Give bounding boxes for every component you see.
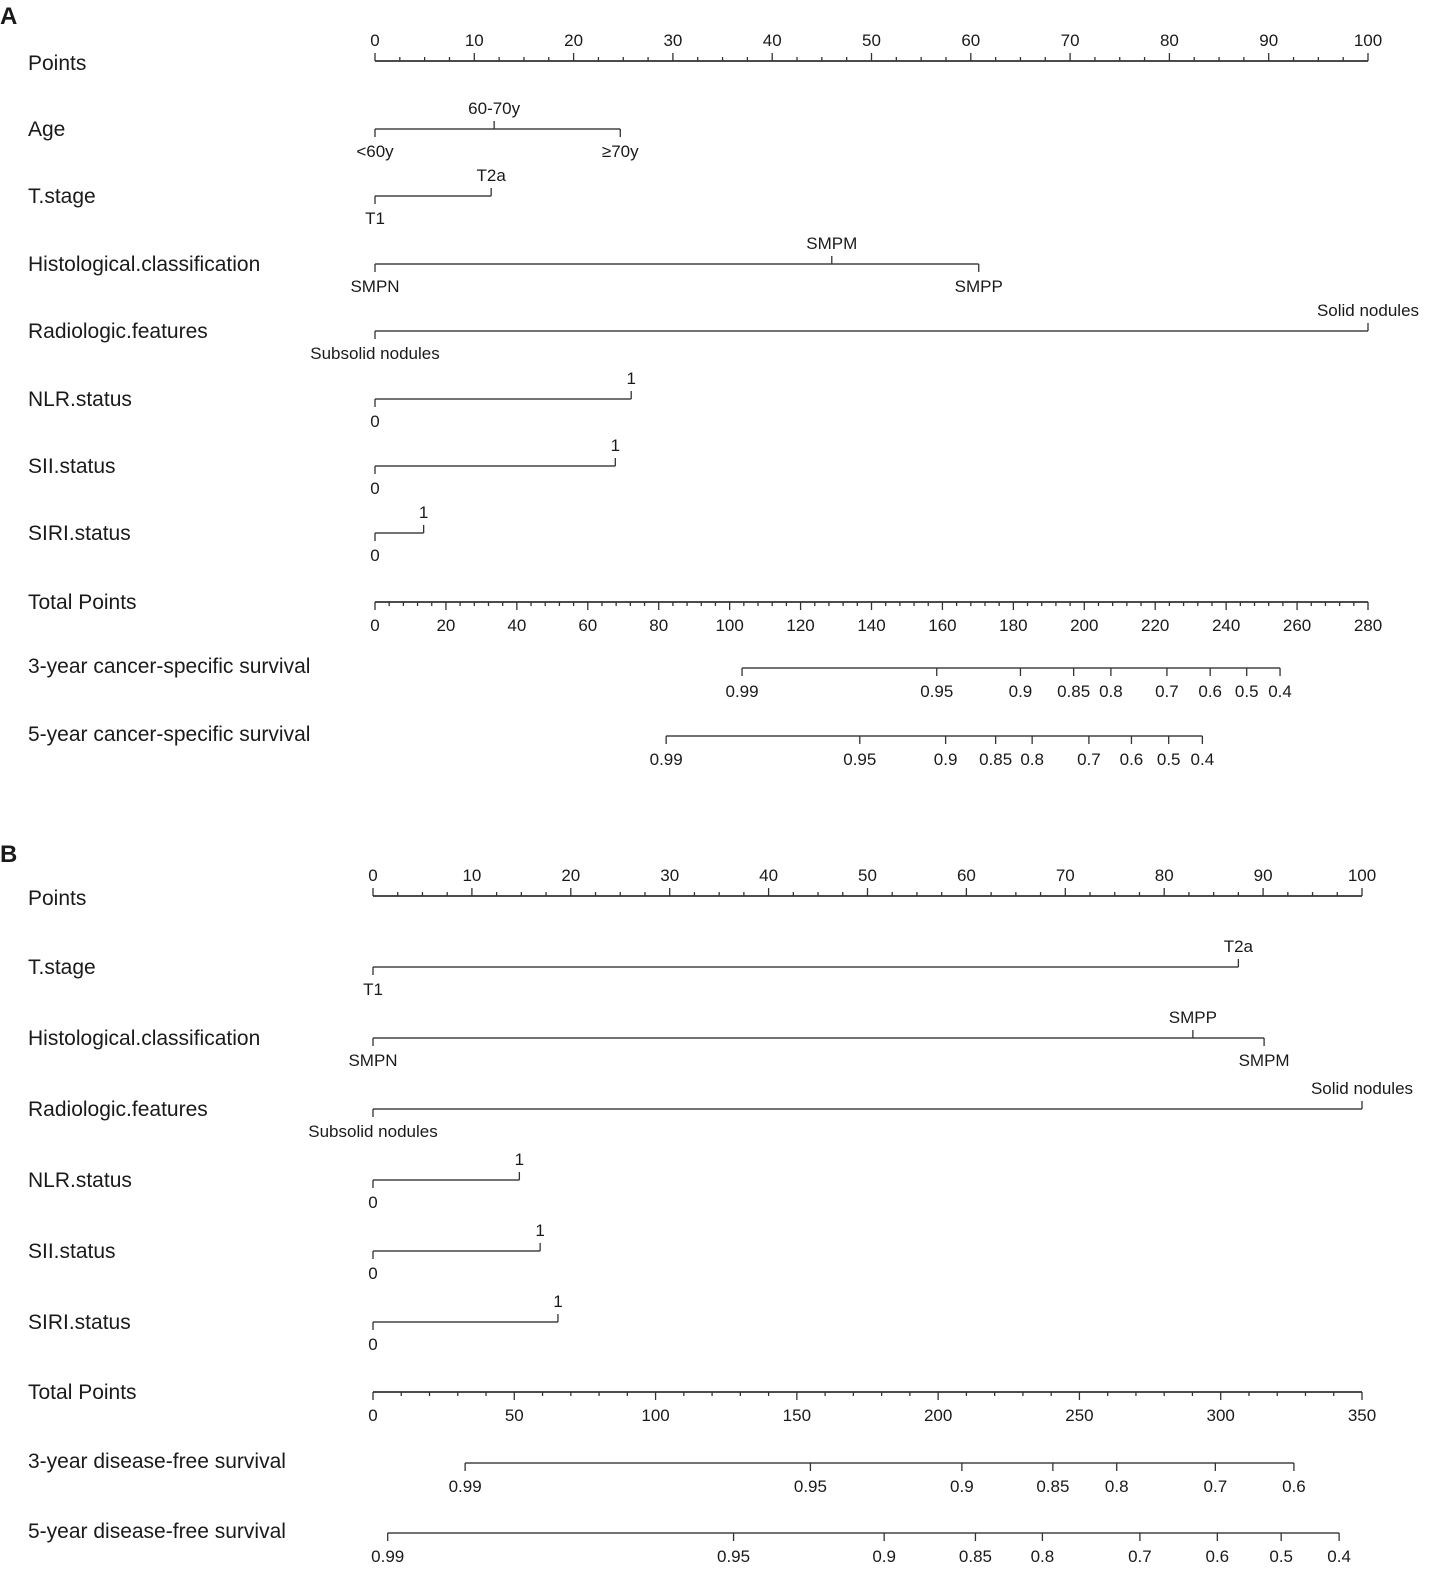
points-tick-label: 20: [564, 31, 584, 50]
outcome-tick-label: 0.99: [371, 1547, 405, 1566]
variable-label: SII.status: [28, 1240, 116, 1263]
variable-level-label: <60y: [356, 142, 394, 161]
variable-level-label: 0: [368, 1335, 378, 1354]
variable-level-label: 0: [370, 546, 380, 565]
points-tick-label: 40: [762, 31, 782, 50]
total-tick-label: 100: [715, 616, 744, 635]
points-tick-label: 0: [370, 31, 380, 50]
variable-level-label: Solid nodules: [1316, 301, 1420, 320]
variable-label: T.stage: [28, 956, 96, 979]
total-tick-label: 280: [1353, 616, 1383, 635]
panel-label: A: [0, 3, 18, 30]
points-tick-label: 80: [1154, 866, 1174, 885]
variable-level-label: Subsolid nodules: [310, 344, 440, 363]
points-tick-label: 90: [1253, 866, 1273, 885]
outcome-tick-label: 0.4: [1327, 1547, 1351, 1566]
points-tick-label: 70: [1060, 31, 1080, 50]
outcome-tick-label: 0.95: [793, 1477, 827, 1496]
points-axis-label: Points: [28, 887, 87, 910]
variable-level-label: 1: [553, 1292, 563, 1311]
outcome-tick-label: 0.4: [1190, 750, 1215, 769]
variable-level-label: 0: [368, 1264, 378, 1283]
total-tick-label: 100: [641, 1406, 670, 1425]
points-tick-label: 50: [862, 31, 881, 50]
outcome-tick-label: 0.85: [1036, 1477, 1070, 1496]
total-tick-label: 150: [782, 1406, 812, 1425]
total-tick-label: 240: [1211, 616, 1241, 635]
total-tick-label: 350: [1347, 1406, 1377, 1425]
points-tick-label: 50: [858, 866, 877, 885]
total-tick-label: 260: [1282, 616, 1312, 635]
variable-level-label: 60-70y: [468, 99, 521, 118]
variable-level-label: 1: [610, 436, 621, 455]
total-tick-label: 160: [928, 616, 957, 635]
total-tick-label: 250: [1065, 1406, 1094, 1425]
points-tick-label: 20: [561, 866, 581, 885]
variable-label: Histological.classification: [28, 253, 261, 276]
variable-label: SII.status: [28, 455, 116, 478]
total-tick-label: 0: [370, 616, 380, 635]
variable-label: Radiologic.features: [28, 1098, 208, 1121]
points-tick-label: 70: [1055, 866, 1075, 885]
outcome-label: 5-year cancer-specific survival: [28, 723, 311, 746]
outcome-tick-label: 0.95: [920, 682, 954, 701]
variable-label: NLR.status: [28, 1169, 132, 1192]
variable-level-label: 1: [418, 503, 429, 522]
outcome-tick-label: 0.99: [448, 1477, 482, 1496]
total-tick-label: 80: [649, 616, 669, 635]
outcome-tick-label: 0.85: [979, 750, 1013, 769]
variable-level-label: 1: [514, 1150, 525, 1169]
outcome-tick-label: 0.7: [1155, 682, 1179, 701]
outcome-tick-label: 0.99: [649, 750, 683, 769]
variable-level-label: SMPN: [350, 277, 400, 296]
panel-label: B: [0, 841, 18, 868]
variable-level-label: SMPM: [806, 234, 858, 253]
variable-label: NLR.status: [28, 388, 132, 411]
outcome-tick-label: 0.85: [1057, 682, 1091, 701]
variable-level-label: 0: [370, 479, 380, 498]
variable-label: Age: [28, 118, 66, 141]
points-tick-label: 100: [1347, 866, 1377, 885]
outcome-tick-label: 0.6: [1198, 682, 1223, 701]
total-tick-label: 200: [923, 1406, 953, 1425]
points-axis-label: Points: [28, 52, 87, 75]
outcome-tick-label: 0.5: [1269, 1547, 1294, 1566]
variable-level-label: SMPP: [954, 277, 1003, 296]
outcome-tick-label: 0.7: [1128, 1547, 1152, 1566]
outcome-label: 3-year disease-free survival: [28, 1450, 286, 1473]
variable-level-label: T1: [365, 209, 385, 228]
outcome-tick-label: 0.8: [1099, 682, 1123, 701]
variable-label: T.stage: [28, 185, 96, 208]
total-tick-label: 40: [507, 616, 527, 635]
variable-level-label: 0: [370, 412, 380, 431]
points-tick-label: 30: [663, 31, 683, 50]
outcome-tick-label: 0.4: [1268, 682, 1292, 701]
outcome-tick-label: 0.8: [1030, 1547, 1055, 1566]
variable-level-label: T2a: [1223, 937, 1254, 956]
outcome-tick-label: 0.9: [933, 750, 958, 769]
variable-level-label: 1: [535, 1221, 545, 1240]
points-tick-label: 60: [956, 866, 976, 885]
variable-level-label: T1: [363, 980, 383, 999]
points-tick-label: 60: [961, 31, 981, 50]
variable-level-label: Subsolid nodules: [308, 1122, 438, 1141]
points-tick-label: 90: [1259, 31, 1279, 50]
outcome-tick-label: 0.95: [717, 1547, 751, 1566]
outcome-tick-label: 0.9: [950, 1477, 974, 1496]
outcome-tick-label: 0.85: [958, 1547, 992, 1566]
total-tick-label: 120: [786, 616, 815, 635]
outcome-tick-label: 0.5: [1156, 750, 1181, 769]
total-tick-label: 180: [999, 616, 1028, 635]
points-tick-label: 80: [1159, 31, 1179, 50]
outcome-tick-label: 0.6: [1205, 1547, 1230, 1566]
total-tick-label: 50: [504, 1406, 524, 1425]
total-tick-label: 220: [1141, 616, 1170, 635]
total-tick-label: 140: [857, 616, 886, 635]
variable-label: Histological.classification: [28, 1027, 261, 1050]
total-points-axis-label: Total Points: [28, 591, 137, 614]
total-tick-label: 0: [368, 1406, 378, 1425]
variable-level-label: 0: [368, 1193, 378, 1212]
points-tick-label: 10: [464, 31, 484, 50]
variable-label: SIRI.status: [28, 522, 131, 545]
variable-level-label: T2a: [476, 166, 506, 185]
outcome-tick-label: 0.99: [725, 682, 759, 701]
outcome-tick-label: 0.9: [872, 1547, 896, 1566]
outcome-tick-label: 0.95: [843, 750, 877, 769]
total-points-axis-label: Total Points: [28, 1381, 137, 1404]
variable-level-label: SMPP: [1168, 1008, 1217, 1027]
variable-level-label: Solid nodules: [1310, 1079, 1414, 1098]
variable-level-label: 1: [626, 369, 636, 388]
total-tick-label: 20: [436, 616, 456, 635]
points-tick-label: 0: [368, 866, 378, 885]
outcome-tick-label: 0.6: [1119, 750, 1144, 769]
outcome-tick-label: 0.6: [1282, 1477, 1306, 1496]
variable-level-label: SMPN: [348, 1051, 398, 1070]
outcome-tick-label: 0.5: [1234, 682, 1259, 701]
total-tick-label: 300: [1206, 1406, 1235, 1425]
variable-level-label: SMPM: [1238, 1051, 1290, 1070]
points-tick-label: 10: [462, 866, 482, 885]
outcome-tick-label: 0.7: [1077, 750, 1101, 769]
total-tick-label: 200: [1070, 616, 1099, 635]
total-tick-label: 60: [578, 616, 598, 635]
points-tick-label: 40: [759, 866, 779, 885]
variable-label: Radiologic.features: [28, 320, 208, 343]
points-tick-label: 100: [1353, 31, 1383, 50]
points-tick-label: 30: [660, 866, 680, 885]
outcome-tick-label: 0.8: [1020, 750, 1044, 769]
outcome-tick-label: 0.8: [1104, 1477, 1129, 1496]
outcome-tick-label: 0.9: [1008, 682, 1033, 701]
variable-level-label: ≥70y: [601, 142, 639, 161]
outcome-label: 3-year cancer-specific survival: [28, 655, 311, 678]
outcome-label: 5-year disease-free survival: [28, 1520, 286, 1543]
variable-label: SIRI.status: [28, 1311, 131, 1334]
outcome-tick-label: 0.7: [1203, 1477, 1228, 1496]
